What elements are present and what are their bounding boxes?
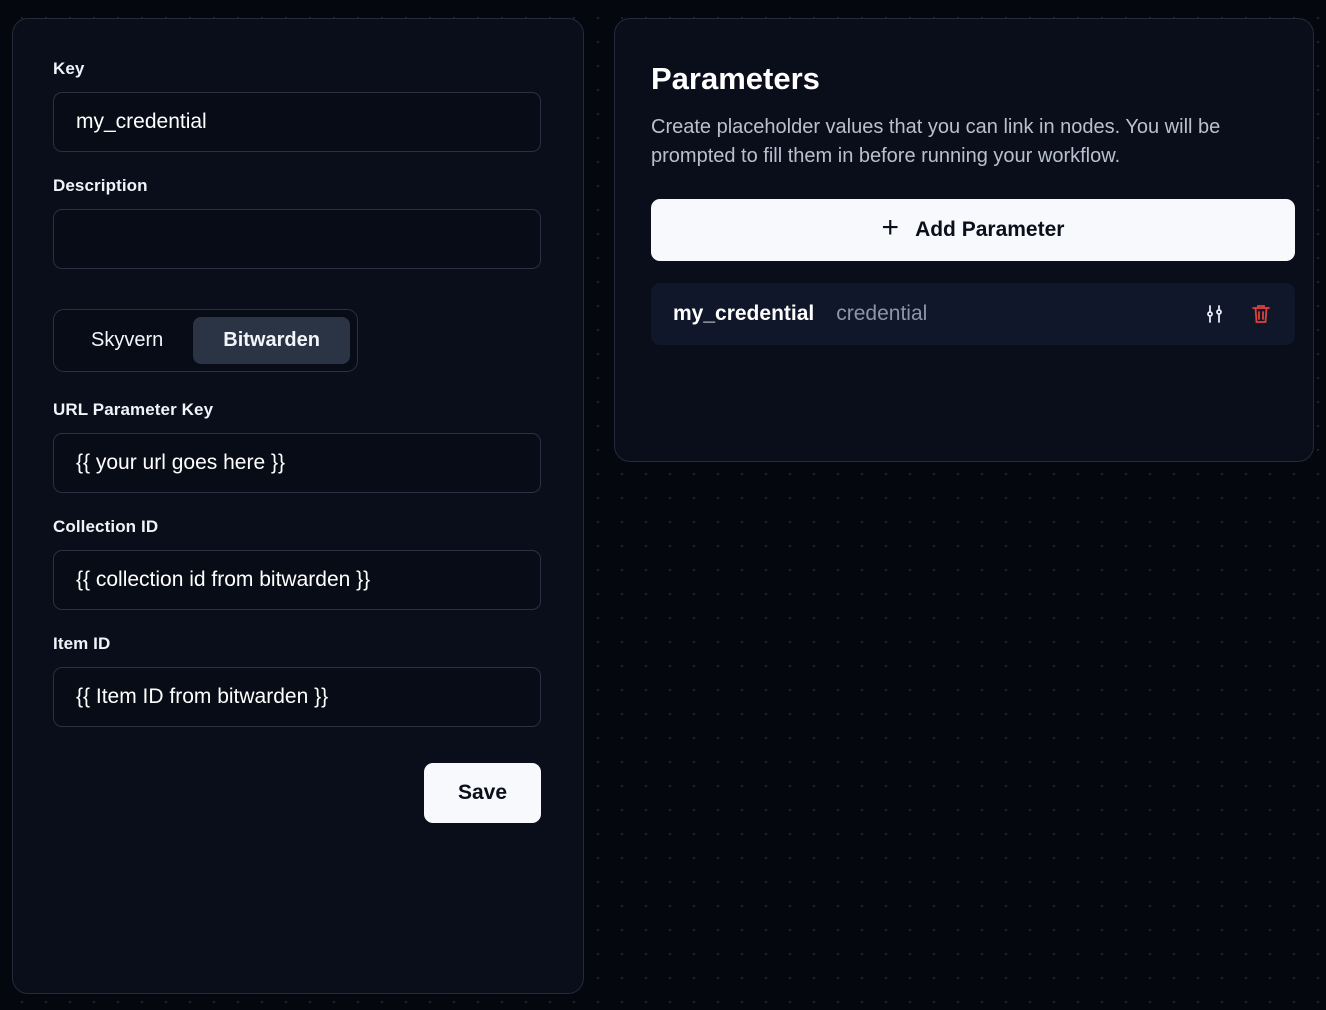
description-field-block [53,176,543,269]
credential-form-panel [12,18,584,994]
sliders-icon[interactable] [1203,302,1227,326]
item-id-label: Item ID [53,634,111,653]
item-id-input[interactable] [53,667,541,727]
provider-toggle-group[interactable] [53,309,358,372]
collection-id-input[interactable] [53,550,541,610]
parameters-title: Parameters [651,61,820,96]
description-label: Description [53,176,148,195]
toggle-option-skyvern[interactable]: Skyvern [61,317,193,364]
parameters-description: Create placeholder values that you can link in nodes. You will be prompted to fill them in before running your workflow. [651,116,1221,167]
key-field-block [53,59,543,152]
add-parameter-button[interactable] [651,199,1295,261]
collection-id-label: Collection ID [53,517,159,536]
description-input[interactable] [53,209,541,269]
parameter-key: my_credential [673,301,815,325]
parameter-type: credential [836,301,928,325]
save-button[interactable]: Save [424,763,541,823]
key-input[interactable] [53,92,541,152]
trash-icon[interactable] [1249,302,1273,326]
url-parameter-key-label: URL Parameter Key [53,400,214,419]
collection-id-block [53,517,543,610]
url-parameter-key-block [53,400,543,493]
toggle-option-bitwarden[interactable]: Bitwarden [193,317,350,364]
item-id-block [53,634,543,727]
add-parameter-label: Add Parameter [915,217,1065,241]
list-item[interactable] [651,283,1295,345]
plus-icon: + [881,210,900,244]
save-row [53,763,541,823]
parameter-actions [1203,302,1273,326]
url-parameter-key-input[interactable] [53,433,541,493]
key-label: Key [53,59,85,78]
parameters-panel [614,18,1314,462]
